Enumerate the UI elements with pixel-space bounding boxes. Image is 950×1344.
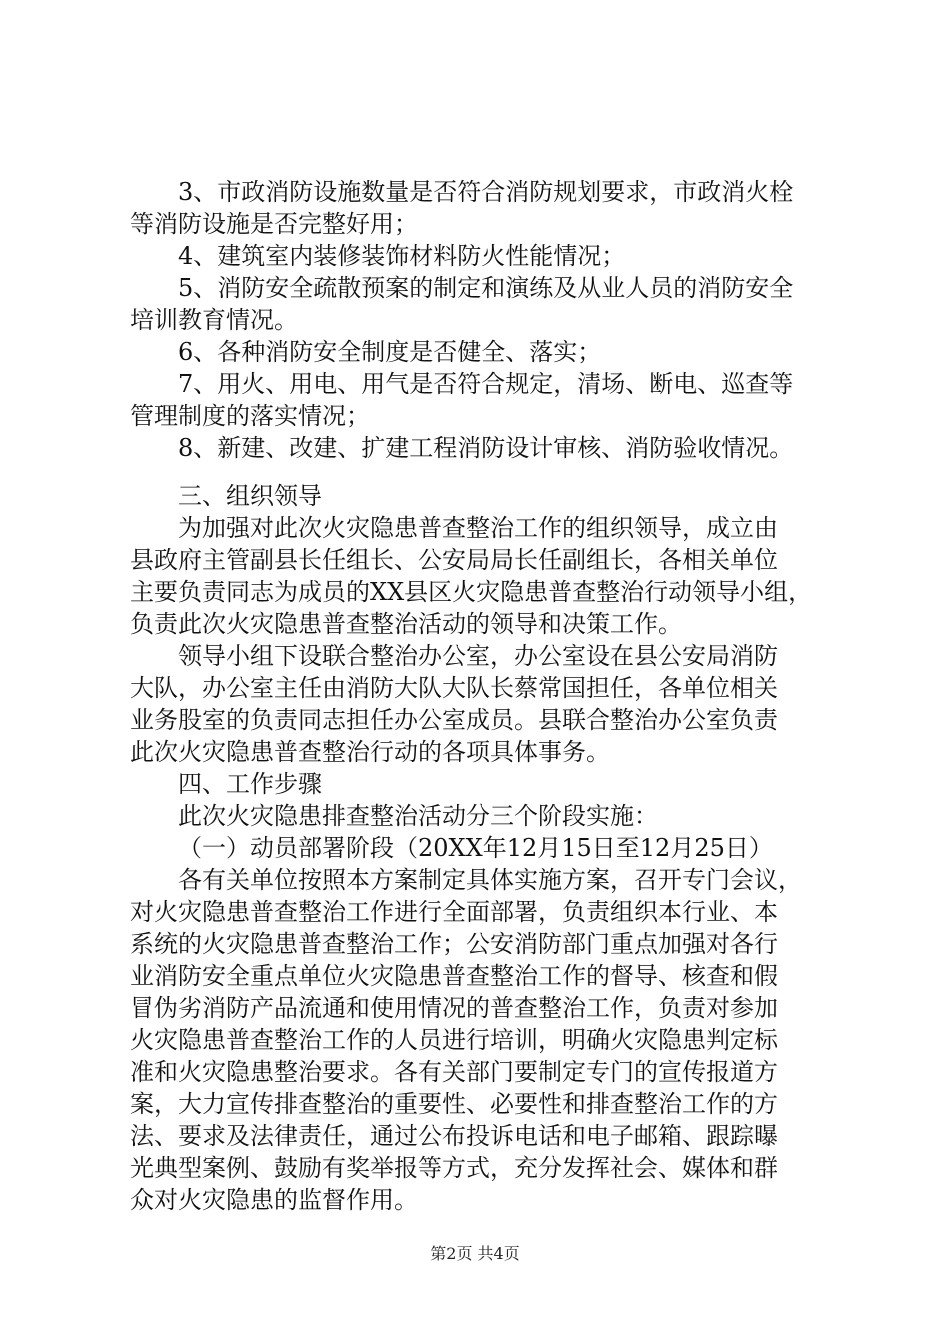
- list-item: 8、新建、改建、扩建工程消防设计审核、消防验收情况。: [178, 434, 794, 462]
- paragraph-line: 火灾隐患普查整治工作的人员进行培训，明确火灾隐患判定标: [130, 1026, 778, 1054]
- text-line: 管理制度的落实情况；: [130, 402, 370, 430]
- paragraph-line: 冒伪劣消防产品流通和使用情况的普查整治工作，负责对参加: [130, 994, 778, 1022]
- paragraph-line: 准和火灾隐患整治要求。各有关部门要制定专门的宣传报道方: [130, 1058, 778, 1086]
- paragraph-line: 各有关单位按照本方案制定具体实施方案，召开专门会议，: [178, 866, 802, 894]
- paragraph-line: 大队，办公室主任由消防大队大队长蔡常国担任，各单位相关: [130, 674, 778, 702]
- list-item: 4、建筑室内装修装饰材料防火性能情况；: [178, 242, 626, 270]
- paragraph-line: 对火灾隐患普查整治工作进行全面部署，负责组织本行业、本: [130, 898, 778, 926]
- paragraph-line: 主要负责同志为成员的XX县区火灾隐患普查整治行动领导小组，: [130, 578, 813, 606]
- list-item: 6、各种消防安全制度是否健全、落实；: [178, 338, 602, 366]
- text-line: 等消防设施是否完整好用；: [130, 210, 418, 238]
- paragraph-line: 业务股室的负责同志担任办公室成员。县联合整治办公室负责: [130, 706, 778, 734]
- paragraph-line: 负责此次火灾隐患普查整治活动的领导和决策工作。: [130, 610, 682, 638]
- paragraph-line: 案，大力宣传排查整治的重要性、必要性和排查整治工作的方: [130, 1090, 778, 1118]
- paragraph-line: 县政府主管副县长任组长、公安局局长任副组长，各相关单位: [130, 546, 778, 574]
- text-line: 培训教育情况。: [130, 306, 298, 334]
- list-item: 5、消防安全疏散预案的制定和演练及从业人员的消防安全: [178, 274, 794, 302]
- list-item: 7、用火、用电、用气是否符合规定，清场、断电、巡查等: [178, 370, 794, 398]
- paragraph-line: 此次火灾隐患排查整治活动分三个阶段实施：: [178, 802, 658, 830]
- section-heading: 三、组织领导: [178, 482, 322, 510]
- paragraph-line: 为加强对此次火灾隐患普查整治工作的组织领导，成立由: [178, 514, 778, 542]
- paragraph-line: 法、要求及法律责任，通过公布投诉电话和电子邮箱、跟踪曝: [130, 1122, 778, 1150]
- paragraph-line: 系统的火灾隐患普查整治工作；公安消防部门重点加强对各行: [130, 930, 778, 958]
- section-heading: 四、工作步骤: [178, 770, 322, 798]
- paragraph-line: 众对火灾隐患的监督作用。: [130, 1186, 418, 1214]
- paragraph-line: 业消防安全重点单位火灾隐患普查整治工作的督导、核查和假: [130, 962, 778, 990]
- list-item: 3、市政消防设施数量是否符合消防规划要求，市政消火栓: [178, 178, 794, 206]
- paragraph-line: 此次火灾隐患普查整治行动的各项具体事务。: [130, 738, 610, 766]
- subsection-heading: （一）动员部署阶段（20XX年12月15日至12月25日）: [178, 834, 773, 862]
- paragraph-line: 光典型案例、鼓励有奖举报等方式，充分发挥社会、媒体和群: [130, 1154, 778, 1182]
- page-footer: 第2页 共4页: [430, 1244, 520, 1263]
- paragraph-line: 领导小组下设联合整治办公室，办公室设在县公安局消防: [178, 642, 778, 670]
